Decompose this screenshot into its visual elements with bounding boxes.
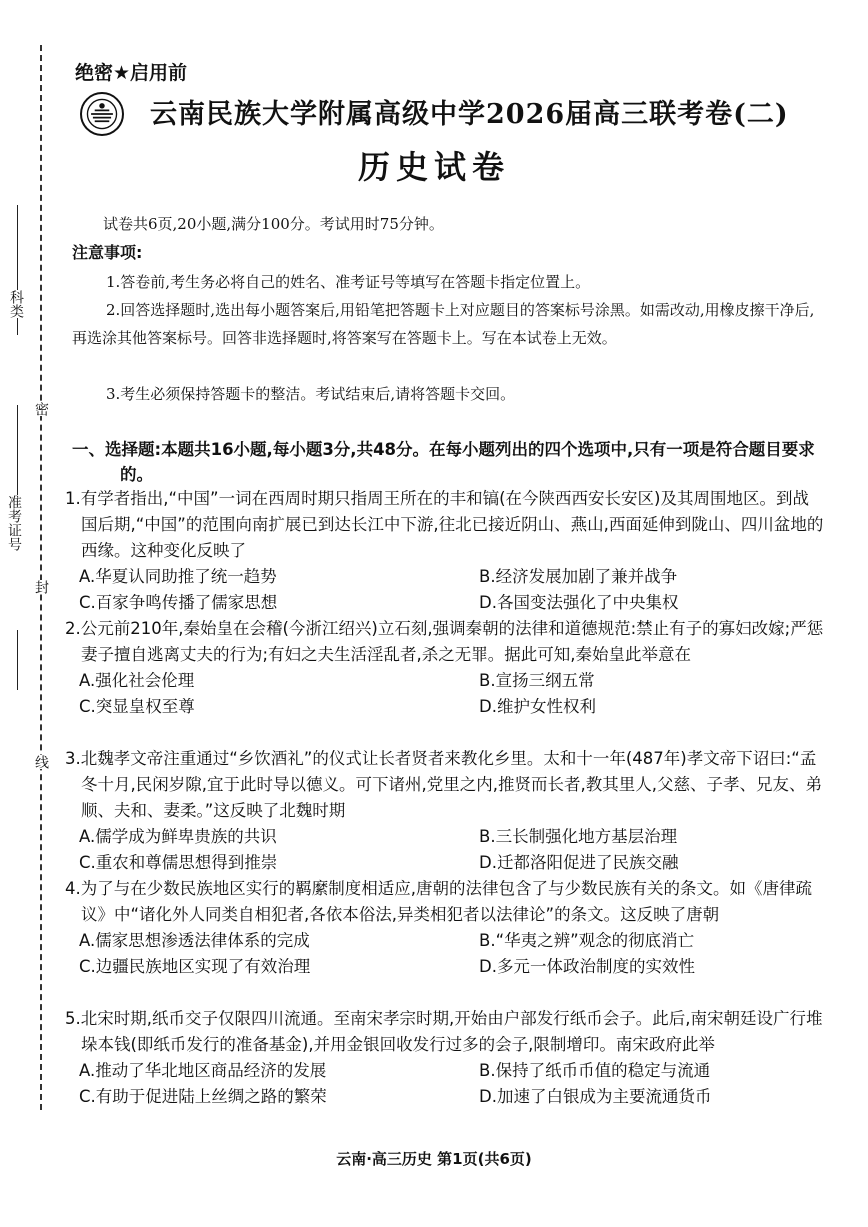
option-d: D.各国变法强化了中央集权 [479, 593, 679, 612]
option-b: B.保持了纸币币值的稳定与流通 [479, 1061, 711, 1080]
question-stem: 3.北魏孝文帝注重通过“乡饮酒礼”的仪式让长者贤者来教化乡里。太和十一年(487年)孝文帝下诏曰:“孟冬十月,民闲岁隙,宜于此时导以德义。可下诸州,党里之内,推贤而长者,教其里人,父慈、子孝、兄友、弟顺、夫和、妻柔。”这反映了北魏时期 [65, 749, 822, 820]
option-a: A.推动了华北地区商品经济的发展 [79, 1061, 327, 1080]
option-c: C.百家争鸣传播了儒家思想 [79, 593, 278, 612]
notice-item-1: 1.答卷前,考生务必将自己的姓名、准考证号等填写在答题卡指定位置上。 [106, 273, 591, 291]
margin-label-mi: 密 [33, 402, 49, 416]
option-b: B.宣扬三纲五常 [479, 671, 595, 690]
option-d: D.多元一体政治制度的实效性 [479, 957, 695, 976]
question-4 [65, 876, 825, 980]
margin-label-xian: 线 [33, 755, 49, 769]
margin-label-exam-number: 准考证号 [6, 495, 22, 551]
option-b: B.“华夷之辨”观念的彻底消亡 [479, 931, 695, 950]
option-a: A.儒家思想渗透法律体系的完成 [79, 931, 310, 950]
question-stem: 2.公元前210年,秦始皇在会稽(今浙江绍兴)立石刻,强调秦朝的法律和道德规范:禁止有子的寡妇改嫁;严惩妻子擅自逃离丈夫的行为;有妇之夫生活淫乱者,杀之无罪。据此可知,秦始皇此举意在 [65, 619, 824, 664]
page-footer: 云南·高三历史 第1页(共6页) [336, 1150, 532, 1168]
exam-number-underline [17, 405, 18, 505]
question-2 [65, 616, 825, 720]
option-b: B.三长制强化地方基层治理 [479, 827, 678, 846]
binding-dashed-line [40, 45, 42, 1110]
option-b: B.经济发展加剧了兼并战争 [479, 567, 678, 586]
option-a: A.儒学成为鲜卑贵族的共识 [79, 827, 277, 846]
question-1 [65, 486, 825, 616]
paper-title: 历史试卷 [357, 148, 510, 186]
option-c: C.有助于促进陆上丝绸之路的繁荣 [79, 1087, 327, 1106]
option-c: C.突显皇权至尊 [79, 697, 195, 716]
notice-item-2: 2.回答选择题时,选出每小题答案后,用铅笔把答题卡上对应题目的答案标号涂黑。如需改动,用橡皮擦干净后,再选涂其他答案标号。回答非选择题时,将答案写在答题卡上。写在本试卷上无效。 [72, 301, 815, 347]
option-c: C.边疆民族地区实现了有效治理 [79, 957, 311, 976]
secret-label: 绝密★启用前 [75, 62, 188, 84]
notice-item-3: 3.考生必须保持答题卡的整洁。考试结束后,请将答题卡交回。 [106, 385, 516, 403]
section-heading [72, 437, 822, 487]
school-exam-title: 云南民族大学附属高级中学2026届高三联考卷(二) [150, 99, 789, 130]
option-c: C.重农和尊儒思想得到推崇 [79, 853, 278, 872]
section-heading-text: 一、选择题:本题共16小题,每小题3分,共48分。在每小题列出的四个选项中,只有一项是符合题目要求的。 [72, 440, 815, 484]
question-stem: 1.有学者指出,“中国”一词在西周时期只指周王所在的丰和镐(在今陕西西安长安区)及其周围地区。到战国后期,“中国”的范围向南扩展已到达长江中下游,往北已接近阴山、燕山,西面延伸到陇山、四川盆地的西缘。这种变化反映了 [65, 489, 824, 560]
exam-info: 试卷共6页,20小题,满分100分。考试用时75分钟。 [103, 215, 444, 233]
margin-label-feng: 封 [33, 580, 49, 594]
option-a: A.华夏认同助推了统一趋势 [79, 567, 277, 586]
exam-header [80, 88, 840, 138]
question-5 [65, 1006, 825, 1110]
question-3 [65, 746, 825, 876]
name-underline [17, 630, 18, 690]
school-logo-icon [80, 92, 124, 136]
option-a: A.强化社会伦理 [79, 671, 195, 690]
question-stem: 4.为了与在少数民族地区实行的羁縻制度相适应,唐朝的法律包含了与少数民族有关的条文。如《唐律疏议》中“诸化外人同类自相犯者,各依本俗法,异类相犯者以法律论”的条文。这反映了唐朝 [65, 879, 812, 924]
margin-label-subject: 科类 [8, 290, 24, 318]
question-stem: 5.北宋时期,纸币交子仅限四川流通。至南宋孝宗时期,开始由户部发行纸币会子。此后,南宋朝廷设广行堆垛本钱(即纸币发行的准备基金),并用金银回收发行过多的会子,限制增印。南宋政府此举 [65, 1009, 823, 1054]
notice-title: 注意事项: [72, 243, 143, 262]
option-d: D.维护女性权利 [479, 697, 596, 716]
option-d: D.加速了白银成为主要流通货币 [479, 1087, 712, 1106]
option-d: D.迁都洛阳促进了民族交融 [479, 853, 679, 872]
